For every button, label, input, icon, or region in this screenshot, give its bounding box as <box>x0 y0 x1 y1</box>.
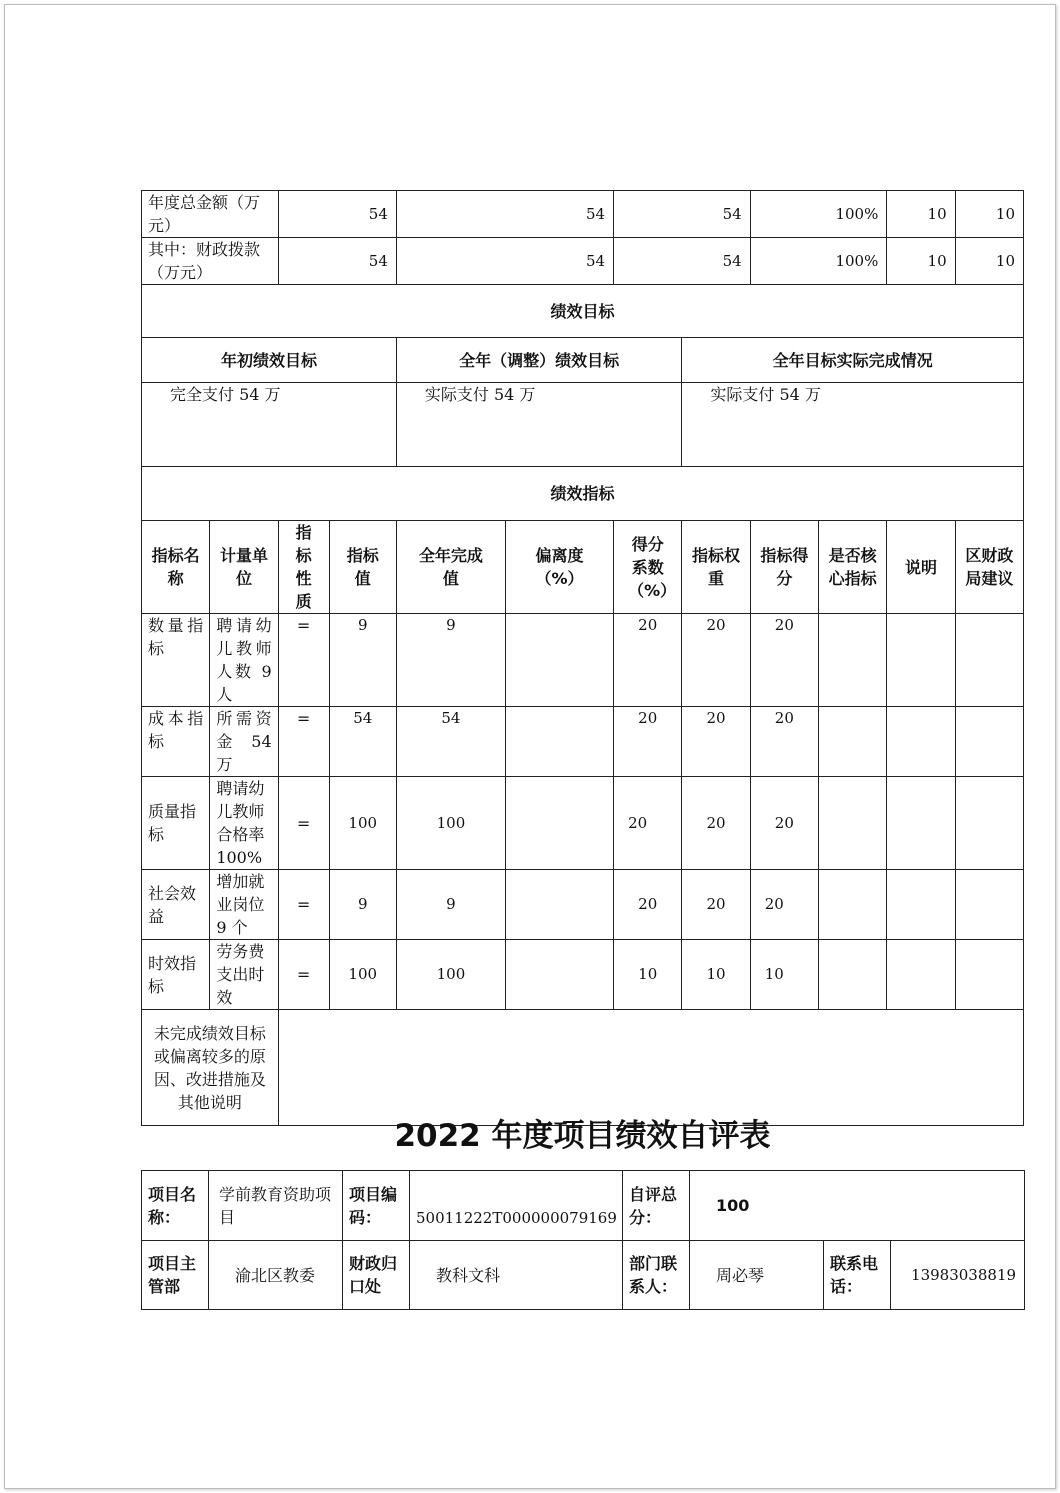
indicator-deviation <box>505 707 613 777</box>
indicator-coef: 20 <box>614 870 682 940</box>
indicator-score: 20 <box>750 777 818 870</box>
indicator-weight: 20 <box>682 614 750 707</box>
indicator-name: 成本指标 <box>142 707 210 777</box>
explain-value <box>278 1010 1023 1126</box>
column-header: 偏离度（%） <box>505 521 613 614</box>
indicator-deviation <box>505 614 613 707</box>
finance-dept-value: 教科文科 <box>410 1241 623 1310</box>
self-score-label: 自评总分： <box>623 1171 690 1241</box>
dept-label: 项目主管部 <box>142 1241 209 1310</box>
indicator-nature: = <box>278 870 329 940</box>
indicator-deviation <box>505 940 613 1010</box>
indicators-section-title: 绩效指标 <box>142 467 1024 521</box>
project-name-label: 项目名称： <box>142 1171 209 1241</box>
column-header: 说明 <box>887 521 955 614</box>
column-header: 指标权重 <box>682 521 750 614</box>
indicator-score: 20 <box>750 707 818 777</box>
indicator-deviation <box>505 777 613 870</box>
column-header: 指标性质 <box>278 521 329 614</box>
indicator-unit: 劳务费支出时效 <box>210 940 278 1010</box>
finance-dept-label: 财政归口处 <box>343 1241 410 1310</box>
amount-score: 10 <box>955 191 1023 238</box>
table-row <box>142 870 1024 940</box>
form-title: 2022 年度项目绩效自评表 <box>394 1118 771 1154</box>
indicator-nature: = <box>278 777 329 870</box>
amount-value: 54 <box>396 191 613 238</box>
indicator-score: 20 <box>750 614 818 707</box>
amount-rate: 100% <box>750 238 887 285</box>
indicator-advice <box>955 707 1023 777</box>
indicator-unit: 增加就业岗位 9 个 <box>210 870 278 940</box>
column-header: 计量单位 <box>210 521 278 614</box>
indicator-core <box>819 707 887 777</box>
contact-label: 部门联系人： <box>623 1241 690 1310</box>
amount-row <box>142 191 1024 238</box>
indicator-target: 9 <box>329 870 396 940</box>
amount-rate: 100% <box>750 191 887 238</box>
amount-value: 54 <box>396 238 613 285</box>
indicator-deviation <box>505 870 613 940</box>
table-row <box>142 707 1024 777</box>
indicator-weight: 20 <box>682 707 750 777</box>
indicator-coef: 20 <box>614 777 682 870</box>
indicator-coef: 20 <box>614 614 682 707</box>
column-header: 得分系数（%） <box>614 521 682 614</box>
indicator-nature: = <box>278 940 329 1010</box>
goal-value: 实际支付 54 万 <box>682 383 1024 467</box>
indicator-advice <box>955 940 1023 1010</box>
indicator-actual: 54 <box>396 707 505 777</box>
column-header: 全年完成值 <box>396 521 505 614</box>
indicator-unit: 所需资金 54 万 <box>210 707 278 777</box>
amount-value: 54 <box>278 191 396 238</box>
dept-value: 渝北区教委 <box>209 1241 343 1310</box>
indicator-name: 时效指标 <box>142 940 210 1010</box>
goals-section-title: 绩效目标 <box>142 285 1024 338</box>
column-header: 指标得分 <box>750 521 818 614</box>
indicator-advice <box>955 870 1023 940</box>
explain-label: 未完成绩效目标或偏离较多的原因、改进措施及其他说明 <box>142 1010 279 1126</box>
indicator-note <box>887 777 955 870</box>
indicator-nature: = <box>278 614 329 707</box>
indicator-actual: 9 <box>396 870 505 940</box>
phone-label: 联系电话： <box>824 1241 891 1310</box>
amount-label: 年度总金额（万元） <box>142 191 279 238</box>
goal-header: 全年目标实际完成情况 <box>682 338 1024 383</box>
project-code-label: 项目编码： <box>343 1171 410 1241</box>
amount-value: 54 <box>278 238 396 285</box>
goal-value: 完全支付 54 万 <box>142 383 397 467</box>
indicator-target: 100 <box>329 940 396 1010</box>
amount-value: 54 <box>614 191 751 238</box>
project-name-value: 学前教育资助项目 <box>209 1171 343 1241</box>
indicator-core <box>819 777 887 870</box>
indicator-actual: 100 <box>396 940 505 1010</box>
column-header: 指标值 <box>329 521 396 614</box>
indicator-actual: 100 <box>396 777 505 870</box>
amount-score: 10 <box>955 238 1023 285</box>
indicator-score: 20 <box>750 870 818 940</box>
amount-row <box>142 238 1024 285</box>
indicator-target: 100 <box>329 777 396 870</box>
indicator-coef: 20 <box>614 707 682 777</box>
table-row <box>142 614 1024 707</box>
indicator-note <box>887 707 955 777</box>
goal-header: 年初绩效目标 <box>142 338 397 383</box>
goal-value: 实际支付 54 万 <box>396 383 681 467</box>
amount-weight: 10 <box>887 238 955 285</box>
goal-header: 全年（调整）绩效目标 <box>396 338 681 383</box>
amount-value: 54 <box>614 238 751 285</box>
indicator-advice <box>955 777 1023 870</box>
project-code-value: 50011222T000000079169 <box>410 1171 623 1241</box>
indicator-nature: = <box>278 707 329 777</box>
indicator-weight: 10 <box>682 940 750 1010</box>
indicator-actual: 9 <box>396 614 505 707</box>
indicator-name: 社会效益 <box>142 870 210 940</box>
contact-value: 周必琴 <box>690 1241 824 1310</box>
phone-value: 13983038819 <box>891 1241 1025 1310</box>
column-header: 区财政局建议 <box>955 521 1023 614</box>
column-header: 是否核心指标 <box>819 521 887 614</box>
indicator-note <box>887 870 955 940</box>
self-score-value: 100 <box>690 1171 1025 1241</box>
indicator-score: 10 <box>750 940 818 1010</box>
indicator-note <box>887 940 955 1010</box>
indicator-advice <box>955 614 1023 707</box>
indicator-note <box>887 614 955 707</box>
indicator-name: 数量指标 <box>142 614 210 707</box>
indicator-coef: 10 <box>614 940 682 1010</box>
indicator-core <box>819 870 887 940</box>
indicator-core <box>819 940 887 1010</box>
amount-weight: 10 <box>887 191 955 238</box>
indicator-weight: 20 <box>682 870 750 940</box>
indicator-unit: 聘请幼儿教师合格率 100% <box>210 777 278 870</box>
indicator-unit: 聘请幼儿教师人数 9 人 <box>210 614 278 707</box>
table-row <box>142 777 1024 870</box>
table-row <box>142 940 1024 1010</box>
indicator-core <box>819 614 887 707</box>
amount-label: 其中：财政拨款（万元） <box>142 238 279 285</box>
indicator-name: 质量指标 <box>142 777 210 870</box>
indicator-weight: 20 <box>682 777 750 870</box>
project-info-table <box>141 1170 1025 1310</box>
column-header: 指标名称 <box>142 521 210 614</box>
indicator-target: 9 <box>329 614 396 707</box>
performance-table <box>141 190 1024 1126</box>
indicator-header-row <box>142 521 1024 614</box>
indicator-target: 54 <box>329 707 396 777</box>
